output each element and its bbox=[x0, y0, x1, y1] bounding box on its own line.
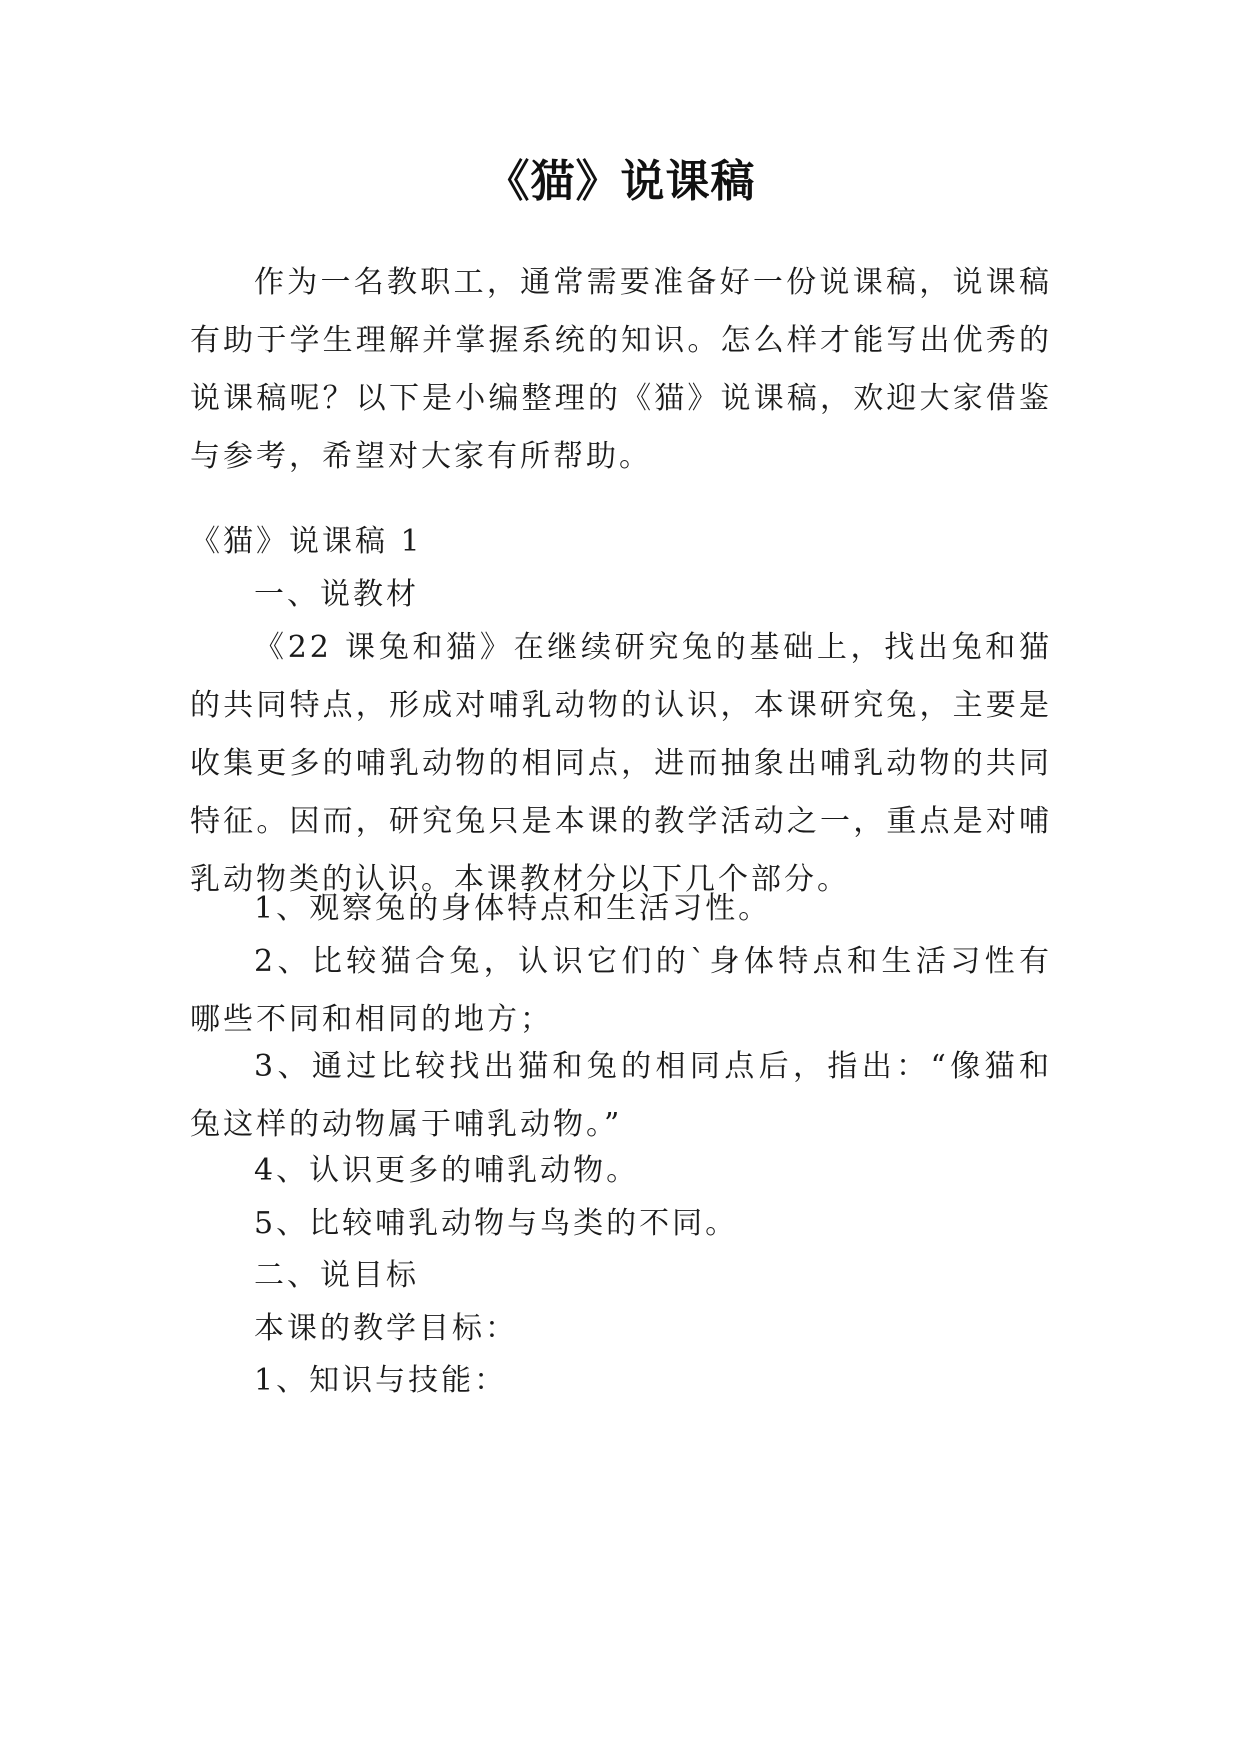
list-item-5: 5、比较哺乳动物与鸟类的不同。 bbox=[254, 1206, 739, 1241]
part1-paragraph: 《22 课兔和猫》在继续研究兔的基础上，找出兔和猫的共同特点，形成对哺乳动物的认识，本课研究兔，主要是收集更多的哺乳动物的相同点，进而抽象出哺乳动物的共同特征。因而，研究兔只是本课的教学活动之一，重点是对哺乳动物类的认识。本课教材分以下几个部分。 bbox=[190, 630, 1052, 897]
goal-intro: 本课的教学目标： bbox=[254, 1311, 518, 1346]
part1-heading: 一、说教材 bbox=[254, 577, 419, 612]
list-item-4: 4、认识更多的哺乳动物。 bbox=[254, 1153, 640, 1188]
intro-paragraph: 作为一名教职工，通常需要准备好一份说课稿，说课稿有助于学生理解并掌握系统的知识。怎么样才能写出优秀的说课稿呢？以下是小编整理的《猫》说课稿，欢迎大家借鉴与参考，希望对大家有所帮助。 bbox=[190, 265, 1052, 474]
list-item-1: 1、观察兔的身体特点和生活习性。 bbox=[254, 891, 772, 926]
list-item-2: 2、比较猫合兔，认识它们的`身体特点和生活习性有哪些不同和相同的地方； bbox=[190, 944, 1052, 1037]
document-title: 《猫》说课稿 bbox=[485, 156, 756, 207]
list-item-3: 3、通过比较找出猫和兔的相同点后，指出：“像猫和兔这样的动物属于哺乳动物。” bbox=[190, 1049, 1052, 1142]
goal-item-1: 1、知识与技能： bbox=[254, 1363, 508, 1398]
section-heading: 《猫》说课稿 1 bbox=[190, 524, 423, 559]
part2-heading: 二、说目标 bbox=[254, 1258, 419, 1293]
